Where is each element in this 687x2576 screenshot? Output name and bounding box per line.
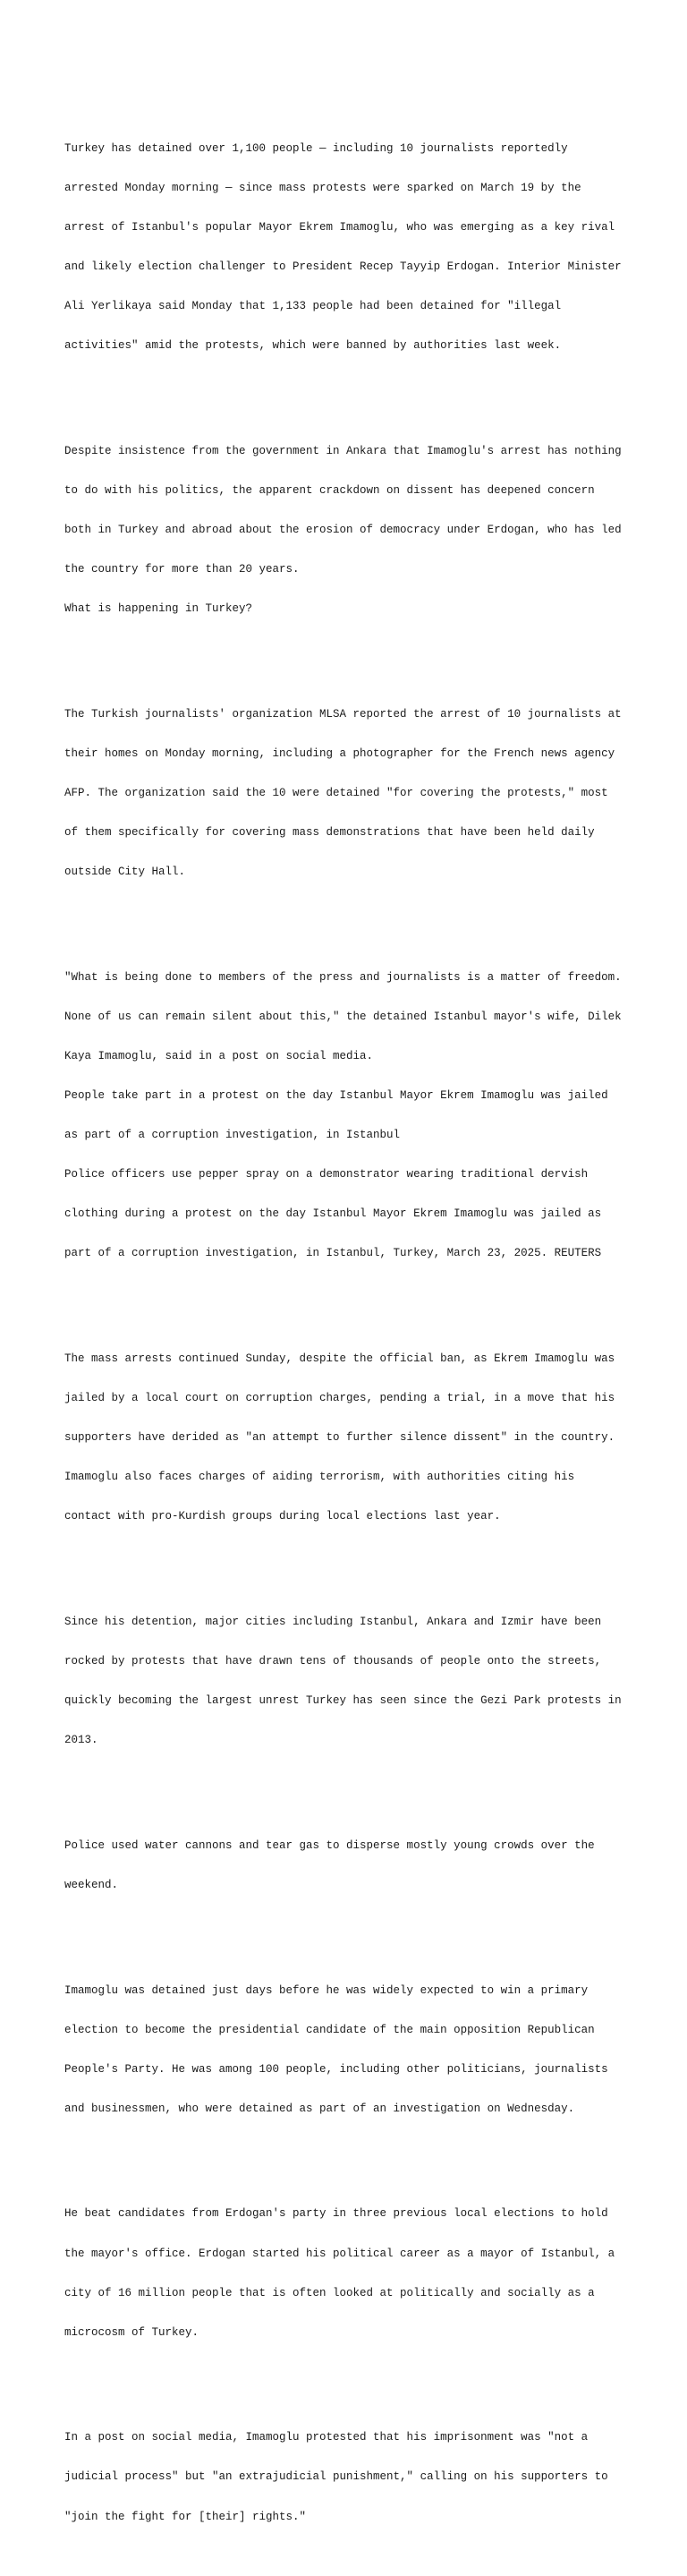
text-line: their homes on Monday morning, including a photographer for the French news agency — [64, 746, 615, 760]
text-line: arrest of Istanbul's popular Mayor Ekrem Imamoglu, who was emerging as a key rival — [64, 221, 615, 234]
text-line: supporters have derided as "an attempt to further silence dissent" in the country. — [64, 1431, 615, 1445]
paragraph — [64, 1958, 637, 2142]
photo-caption: part of a corruption investigation, in Istanbul, Turkey, March 23, 2025. REUTERS — [64, 1247, 602, 1260]
text-line: "join the fight for [their] rights." — [64, 2510, 307, 2523]
text-line: contact with pro-Kurdish groups during local elections last year. — [64, 1510, 501, 1523]
article-body — [64, 90, 637, 2576]
photo-caption: as part of a corruption investigation, in Istanbul — [64, 1129, 401, 1142]
text-line: Despite insistence from the government in Ankara that Imamoglu's arrest has nothing — [64, 444, 622, 457]
text-line: arrested Monday morning — since mass protests were sparked on March 19 by the — [64, 181, 581, 194]
text-line: Since his detention, major cities including Istanbul, Ankara and Izmir have been — [64, 1616, 602, 1629]
text-line: None of us can remain silent about this," the detained Istanbul mayor's wife, Dilek — [64, 1010, 622, 1023]
photo-caption: Police officers use pepper spray on a demonstrator wearing traditional dervish — [64, 1168, 589, 1181]
text-line: AFP. The organization said the 10 were detained "for covering the protests," most — [64, 787, 608, 800]
section-heading: What is happening in Turkey? — [64, 602, 253, 616]
text-line: He beat candidates from Erdogan's party in three previous local elections to hold — [64, 2207, 608, 2221]
paragraph — [64, 2405, 637, 2550]
text-line: both in Turkey and abroad about the erosion of democracy under Erdogan, who has led — [64, 524, 622, 537]
text-line: weekend. — [64, 1879, 119, 1891]
paragraph — [64, 944, 637, 1286]
paragraph — [64, 1590, 637, 1774]
text-line: to do with his politics, the apparent crackdown on dissent has deepened concern — [64, 483, 595, 497]
text-line: Police used water cannons and tear gas to disperse mostly young crowds over the — [64, 1838, 595, 1852]
text-line: Turkey has detained over 1,100 people — including 10 journalists reportedly — [64, 141, 568, 155]
text-line: Imamoglu also faces charges of aiding terrorism, with authorities citing his — [64, 1471, 575, 1484]
text-line: Kaya Imamoglu, said in a post on social media. — [64, 1050, 374, 1062]
text-line: The Turkish journalists' organization MLSA reported the arrest of 10 journalists at — [64, 707, 622, 721]
photo-caption: clothing during a protest on the day Istanbul Mayor Ekrem Imamoglu was jailed as — [64, 1207, 602, 1221]
paragraph — [64, 681, 637, 905]
text-line: the country for more than 20 years. — [64, 563, 300, 576]
paragraph — [64, 418, 637, 642]
text-line: 2013. — [64, 1734, 98, 1747]
paragraph — [64, 1326, 637, 1550]
text-line: "What is being done to members of the press and journalists is a matter of freedom. — [64, 970, 622, 984]
text-line: the mayor's office. Erdogan started his political career as a mayor of Istanbul, a — [64, 2247, 615, 2260]
text-line: and likely election challenger to President Recep Tayyip Erdogan. Interior Minister — [64, 260, 622, 274]
paragraph — [64, 115, 637, 379]
text-line: election to become the presidential candidate of the main opposition Republican — [64, 2023, 595, 2036]
text-line: outside City Hall. — [64, 866, 186, 879]
photo-caption: People take part in a protest on the day Istanbul Mayor Ekrem Imamoglu was jailed — [64, 1089, 608, 1103]
text-line: People's Party. He was among 100 people, including other politicians, journalists — [64, 2062, 608, 2076]
text-line: In a post on social media, Imamoglu protested that his imprisonment was "not a — [64, 2431, 589, 2444]
text-line: activities" amid the protests, which were banned by authorities last week. — [64, 339, 562, 353]
text-line: judicial process" but "an extrajudicial punishment," calling on his supporters to — [64, 2470, 608, 2484]
text-line: jailed by a local court on corruption charges, pending a trial, in a move that his — [64, 1392, 615, 1405]
text-line: The mass arrests continued Sunday, despite the official ban, as Ekrem Imamoglu was — [64, 1352, 615, 1366]
paragraph — [64, 2181, 637, 2366]
text-line: of them specifically for covering mass demonstrations that have been held daily — [64, 826, 595, 840]
text-line: microcosm of Turkey. — [64, 2325, 199, 2339]
text-line: rocked by protests that have drawn tens of thousands of people onto the streets, — [64, 1655, 602, 1668]
text-line: Imamoglu was detained just days before he was widely expected to win a primary — [64, 1983, 589, 1997]
paragraph — [64, 1813, 637, 1919]
text-line: city of 16 million people that is often looked at politically and socially as a — [64, 2286, 595, 2299]
text-line: Ali Yerlikaya said Monday that 1,133 people had been detained for "illegal — [64, 300, 562, 313]
text-line: and businessmen, who were detained as part of an investigation on Wednesday. — [64, 2102, 575, 2115]
text-line: quickly becoming the largest unrest Turkey has seen since the Gezi Park protests in — [64, 1694, 622, 1708]
